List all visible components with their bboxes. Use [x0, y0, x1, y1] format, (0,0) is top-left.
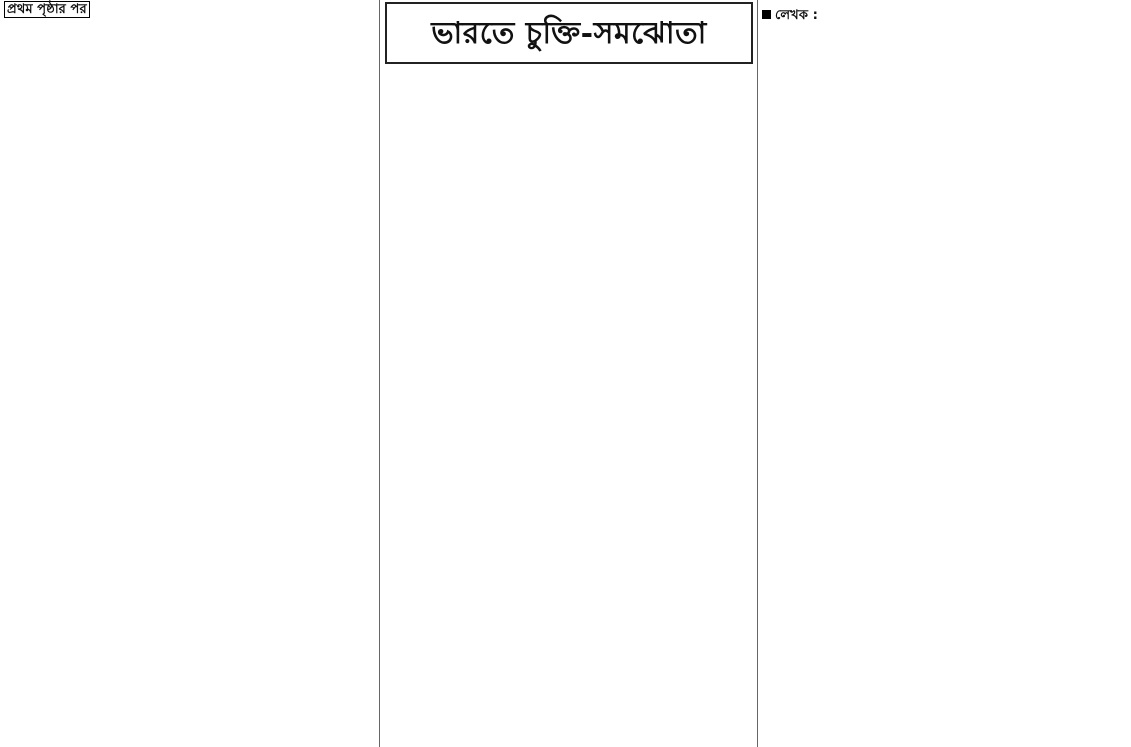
column-1	[4, 0, 374, 747]
continuation-label: প্রথম পৃষ্ঠার পর	[4, 1, 90, 18]
column-2	[385, 0, 753, 747]
column-rule-1	[379, 0, 380, 747]
headline: ভারতে চুক্তি-সমঝোতা	[431, 15, 707, 51]
byline	[762, 6, 1127, 25]
column-rule-2	[757, 0, 758, 747]
col1-para-1	[4, 0, 374, 19]
headline-box	[385, 2, 753, 64]
square-bullet-icon	[762, 10, 771, 19]
byline-label: লেখক :	[775, 8, 818, 23]
column-3	[762, 0, 1127, 747]
